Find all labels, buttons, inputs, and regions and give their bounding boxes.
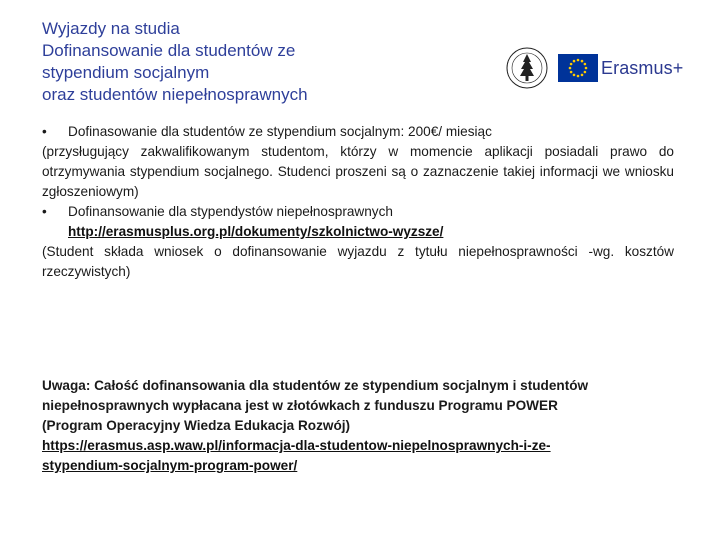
- note-line-3: (Program Operacyjny Wiedza Edukacja Rozwój): [42, 418, 351, 433]
- page-title: [42, 18, 462, 106]
- note-line-1: Uwaga: Całość dofinansowania dla studentów ze stypendium socjalnym i studentów: [42, 378, 589, 393]
- erasmusplus-link[interactable]: http://erasmusplus.org.pl/dokumenty/szkolnictwo-wyzsze/: [68, 224, 444, 239]
- erasmus-plus-logo: Erasmus+: [601, 58, 684, 78]
- paragraph-social: (przysługujący zakwalifikowanym studentom, którzy w momencie aplikacji posiadali prawo do otrzymywania stypendium socjalnego. Studenci proszeni są o zaznaczenie takiej informacji we wniosku zgłoszeniowym): [42, 144, 674, 199]
- title-line-2: Dofinansowanie dla studentów ze: [42, 41, 296, 60]
- paragraph-disabled: (Student składa wniosek o dofinansowanie wyjazdu z tytułu niepełnosprawności -wg. kosztów rzeczywistych): [42, 244, 674, 279]
- title-line-4: oraz studentów niepełnosprawnych: [42, 85, 308, 104]
- bullet-heading-social: Dofinasowanie dla studentów ze stypendium socjalnym: 200€/ miesiąc: [68, 124, 492, 139]
- bullet-marker: •: [42, 124, 47, 139]
- asp-link-line-2[interactable]: stypendium-socjalnym-program-power/: [42, 458, 298, 473]
- logos: [505, 42, 705, 94]
- bullet-marker: •: [42, 204, 47, 219]
- note-line-2: niepełnosprawnych wypłacana jest w złotówkach z funduszu Programu POWER: [42, 398, 558, 413]
- bullet-item-disabled: [42, 202, 674, 222]
- main-content: [42, 122, 674, 282]
- title-line-1: Wyjazdy na studia: [42, 19, 180, 38]
- bullet-heading-disabled: Dofinansowanie dla stypendystów niepełnosprawnych: [68, 204, 393, 219]
- university-seal-icon: [505, 42, 549, 94]
- title-line-3: stypendium socjalnym: [42, 63, 210, 82]
- eu-flag-icon: [558, 54, 598, 82]
- asp-link-line-1[interactable]: https://erasmus.asp.waw.pl/informacja-dla-studentow-niepelnosprawnych-i-ze-: [42, 438, 551, 453]
- bullet-item-social: [42, 122, 674, 142]
- note-block: [42, 376, 682, 476]
